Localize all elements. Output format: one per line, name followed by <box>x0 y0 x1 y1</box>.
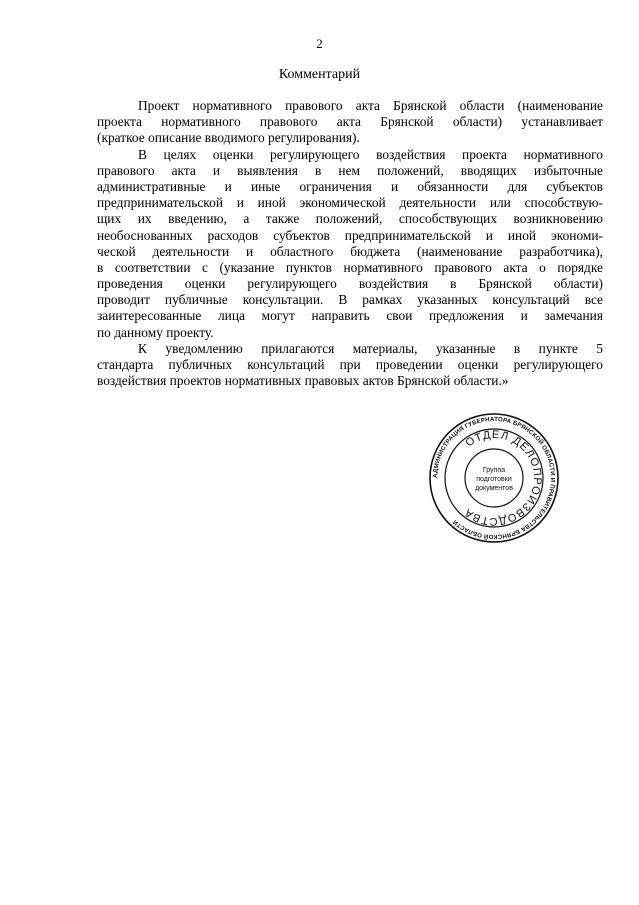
paragraph-3-line: К уведомлению прилагаются материалы, указанные в пункте 5 <box>138 340 603 356</box>
paragraph-2-line: В целях оценки регулирующего воздействия проекта нормативного <box>138 146 603 162</box>
paragraph-2-line: щих их введению, а также положений, способствующих возникновению <box>97 211 603 227</box>
paragraph-1-line: проекта нормативного правового акта Брянской области) устанавливает <box>97 114 603 130</box>
stamp-center-line-2: подготовки <box>476 476 512 483</box>
paragraph-1-line: Проект нормативного правового акта Брянской области (наименование <box>138 98 603 113</box>
paragraph-2-line: проводит публичные консультации. В рамках указанных консультаций все <box>97 292 603 308</box>
document-body <box>97 98 603 389</box>
page-number: 2 <box>316 36 323 51</box>
paragraph-2-line: в соответствии с (указание пунктов нормативного правового акта о порядке <box>97 259 603 275</box>
paragraph-2-line: необоснованных расходов субъектов предпринимательской и иной экономи- <box>97 227 603 243</box>
paragraph-2-line: ческой деятельности и областного бюджета (наименование разработчика), <box>97 243 603 259</box>
paragraph-2-line: проведения оценки регулирующего воздействия в Брянской области) <box>97 276 603 292</box>
official-stamp <box>428 412 560 544</box>
stamp-outer-ring-text: АДМИНИСТРАЦИЯ ГУБЕРНАТОРА БРЯНСКОЙ ОБЛАСТИ И ПРАВИТЕЛЬСТВА БРЯНСКОЙ ОБЛАСТИ <box>431 415 557 541</box>
paragraph-2-line: предпринимательской и иной экономической деятельности или способствую- <box>97 195 603 211</box>
paragraph-2-line: по данному проекту. <box>97 324 214 340</box>
paragraph-3-line: стандарта публичных консультаций при проведении оценки регулирующего <box>97 357 603 372</box>
stamp-center-line-3: документов <box>475 485 513 492</box>
paragraph-1-line: (краткое описание вводимого регулирования). <box>97 130 360 146</box>
stamp-center-line-1: Группа <box>482 467 506 474</box>
paragraph-2-line: заинтересованные лица могут направить свои предложения и замечания <box>97 308 603 324</box>
paragraph-2-line: правового акта и выявления в нем положений, вводящих избыточные <box>97 162 603 178</box>
paragraph-2-line: административные и иные ограничения и обязанности для субъектов <box>97 178 603 194</box>
stamp-middle-ring-text: ОТДЕЛ ДЕЛОПРОИЗВОДСТВА <box>462 428 544 528</box>
paragraph-3-line: воздействия проектов нормативных правовых актов Брянской области.» <box>97 373 509 389</box>
page-title: Комментарий <box>278 67 361 82</box>
